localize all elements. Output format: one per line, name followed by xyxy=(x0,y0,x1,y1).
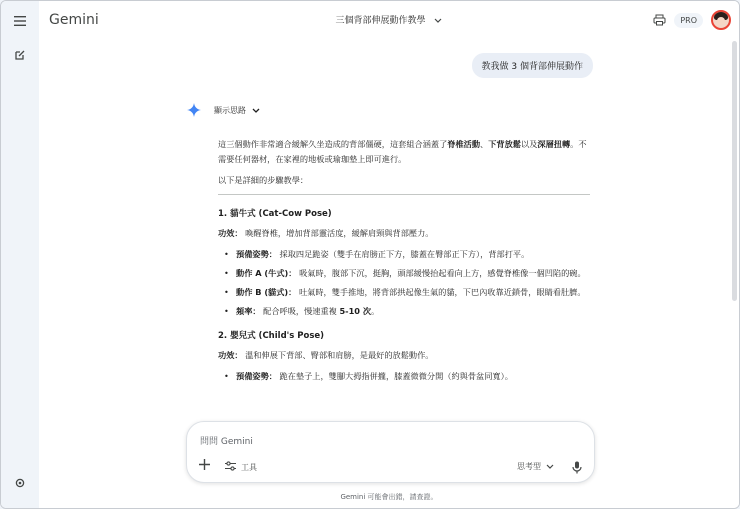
side-rail xyxy=(1,1,39,508)
bullet-text: 跪在墊子上，雙腳大拇指併攏，膝蓋微微分開（約與骨盆同寬）。 xyxy=(276,371,513,381)
avatar-face xyxy=(717,17,725,25)
tools-icon xyxy=(225,461,236,473)
disclaimer: Gemini 可能會出錯，請查證。 xyxy=(340,493,438,501)
effect-line xyxy=(218,348,590,363)
intro-paragraph xyxy=(218,137,590,167)
conversation-title-text: 三個背部伸展動作教學 xyxy=(335,16,426,26)
bullet-label: 預備姿勢： xyxy=(236,249,277,259)
effect-text: 溫和伸展下背部、臀部和肩膀，是最好的放鬆動作。 xyxy=(242,350,434,360)
conversation-title[interactable] xyxy=(39,13,739,26)
new-chat-icon[interactable] xyxy=(12,47,28,63)
model-label: 思考型 xyxy=(517,462,541,471)
bullet-text: 採取四足跪姿（雙手在肩膀正下方，膝蓋在臀部正下方），背部打平。 xyxy=(276,249,530,259)
response-content xyxy=(218,137,590,394)
effect-label: 功效： xyxy=(218,228,243,238)
effect-text: 喚醒脊椎，增加背部靈活度，緩解肩頸與背部壓力。 xyxy=(242,228,434,238)
bullet-label: 預備姿勢： xyxy=(236,371,277,381)
effect-label: 功效： xyxy=(218,350,243,360)
settings-icon[interactable] xyxy=(12,475,28,491)
prompt-composer[interactable] xyxy=(186,421,595,483)
tools-button[interactable] xyxy=(225,461,257,473)
microphone-icon[interactable] xyxy=(572,459,582,478)
section-heading: 2. 嬰兒式 (Child's Pose) xyxy=(218,331,325,341)
bullet-bold: 5-10 次 xyxy=(339,306,372,316)
intro-text: 、 xyxy=(480,139,489,149)
intro-text: 這三個動作非常適合緩解久坐造成的背部僵硬，這套組合涵蓋了 xyxy=(218,139,448,149)
bullet-text: 。 xyxy=(371,306,380,316)
list-item xyxy=(218,304,590,319)
app-logo[interactable]: Gemini xyxy=(49,12,99,28)
bullet-text: 配合呼吸，慢速重複 xyxy=(260,306,340,316)
list-item xyxy=(218,247,590,262)
show-thinking-toggle[interactable] xyxy=(214,105,260,116)
gemini-spark-icon xyxy=(187,102,201,121)
menu-icon[interactable] xyxy=(12,13,28,29)
tools-label: 工具 xyxy=(241,462,257,472)
step-list xyxy=(218,247,590,319)
divider xyxy=(218,194,590,195)
intro-bold: 脊椎活動 xyxy=(447,139,481,149)
step-list xyxy=(218,369,590,384)
intro-bold: 下背放鬆 xyxy=(488,139,521,149)
list-item xyxy=(218,369,590,384)
bullet-text: 吐氣時，雙手推地，將背部拱起像生氣的貓，下巴內收靠近鎖骨，眼睛看肚臍。 xyxy=(296,287,586,297)
bullet-label: 動作 A (牛式)： xyxy=(236,268,297,278)
chevron-down-icon xyxy=(434,16,442,26)
intro-text: 以及 xyxy=(521,139,538,149)
bullet-label: 動作 B (貓式)： xyxy=(236,287,297,297)
chevron-down-icon xyxy=(252,106,260,115)
bullet-text: 吸氣時，腹部下沉，挺胸，頭部緩慢抬起看向上方，感覺脊椎像一個凹陷的碗。 xyxy=(296,268,586,278)
chevron-down-icon xyxy=(546,462,554,471)
intro-bold: 深層扭轉 xyxy=(537,139,571,149)
user-message-bubble: 教我做 3 個背部伸展動作 xyxy=(472,53,593,78)
steps-lead: 以下是詳細的步驟教學： xyxy=(218,175,309,185)
effect-line xyxy=(218,226,590,241)
header-actions xyxy=(653,10,731,30)
list-item xyxy=(218,285,590,300)
prompt-input[interactable]: 問問 Gemini xyxy=(200,437,253,447)
scrollbar[interactable] xyxy=(732,41,737,301)
add-attachment-button[interactable] xyxy=(199,458,210,474)
section-heading: 1. 貓牛式 (Cat-Cow Pose) xyxy=(218,209,332,219)
avatar[interactable] xyxy=(711,10,731,30)
model-selector[interactable] xyxy=(517,461,554,472)
pro-badge[interactable]: PRO xyxy=(674,13,703,28)
show-thinking-label: 顯示思路 xyxy=(214,106,246,115)
intro-text: 。不需要任何器材，在家裡的地板或瑜珈墊上即可進行。 xyxy=(218,139,587,164)
print-icon[interactable] xyxy=(653,11,666,30)
list-item xyxy=(218,266,590,281)
bullet-label: 頻率： xyxy=(236,306,261,316)
